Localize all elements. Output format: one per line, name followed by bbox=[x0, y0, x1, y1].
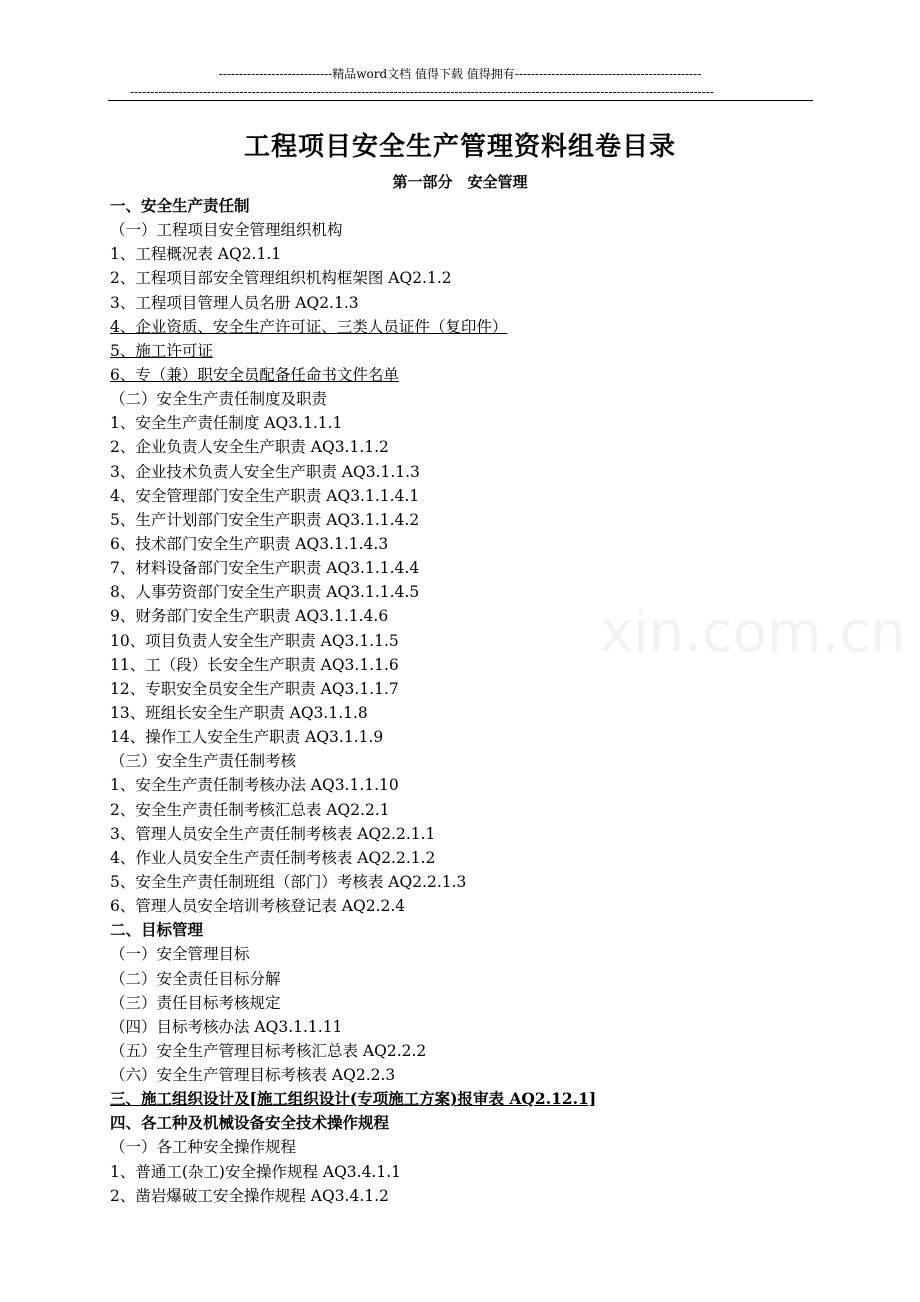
toc-item: 9、财务部门安全生产职责 AQ3.1.1.4.6 bbox=[110, 607, 389, 626]
section-heading: 四、各工种及机械设备安全技术操作规程 bbox=[110, 1113, 390, 1133]
toc-item: 13、班组长安全生产职责 AQ3.1.1.8 bbox=[110, 703, 368, 722]
toc-item: 14、操作工人安全生产职责 AQ3.1.1.9 bbox=[110, 728, 384, 747]
toc-item: 2、工程项目部安全管理组织机构框架图 AQ2.1.2 bbox=[110, 269, 452, 288]
toc-item: 4、企业资质、安全生产许可证、三类人员证件（复印件） bbox=[110, 317, 508, 336]
toc-item: 1、安全生产责任制度 AQ3.1.1.1 bbox=[110, 414, 343, 433]
toc-item: 8、人事劳资部门安全生产职责 AQ3.1.1.4.5 bbox=[110, 583, 420, 602]
toc-item: 6、专（兼）职安全员配备任命书文件名单 bbox=[110, 365, 399, 384]
toc-item: （五）安全生产管理目标考核汇总表 AQ2.2.2 bbox=[110, 1041, 427, 1060]
toc-item: 2、凿岩爆破工安全操作规程 AQ3.4.1.2 bbox=[110, 1186, 389, 1205]
toc-item: （三）责任目标考核规定 bbox=[110, 993, 281, 1012]
toc-item: 2、企业负责人安全生产职责 AQ3.1.1.2 bbox=[110, 438, 389, 457]
toc-item: 5、安全生产责任制班组（部门）考核表 AQ2.2.1.3 bbox=[110, 872, 467, 891]
toc-item: 6、技术部门安全生产职责 AQ3.1.1.4.3 bbox=[110, 534, 389, 553]
toc-item: 1、普通工(杂工)安全操作规程 AQ3.4.1.1 bbox=[110, 1162, 402, 1181]
section-heading: 三、施工组织设计及[施工组织设计(专项施工方案)报审表 AQ2.12.1] bbox=[110, 1089, 597, 1109]
document-title: 工程项目安全生产管理资料组卷目录 bbox=[243, 132, 676, 162]
toc-item: 4、安全管理部门安全生产职责 AQ3.1.1.4.1 bbox=[110, 486, 420, 505]
toc-item: 10、项目负责人安全生产职责 AQ3.1.1.5 bbox=[110, 631, 399, 650]
toc-item: （一）安全管理目标 bbox=[110, 945, 250, 964]
toc-item: （二）安全责任目标分解 bbox=[110, 969, 281, 988]
toc-item: 1、安全生产责任制考核办法 AQ3.1.1.10 bbox=[110, 776, 399, 795]
toc-item: （六）安全生产管理目标考核表 AQ2.2.3 bbox=[110, 1066, 396, 1085]
toc-item: 4、作业人员安全生产责任制考核表 AQ2.2.1.2 bbox=[110, 848, 436, 867]
toc-item: 5、施工许可证 bbox=[110, 341, 213, 360]
toc-item: 11、工（段）长安全生产职责 AQ3.1.1.6 bbox=[110, 655, 399, 674]
toc-item: 3、管理人员安全生产责任制考核表 AQ2.2.1.1 bbox=[110, 824, 436, 843]
toc-item: 1、工程概况表 AQ2.1.1 bbox=[110, 245, 282, 264]
document-subtitle: 第一部分 安全管理 bbox=[392, 173, 528, 191]
section-heading: 二、目标管理 bbox=[110, 920, 204, 940]
toc-list bbox=[110, 194, 810, 1208]
page-header-dashes: ------------------------------------------------------------------------------------------------------------------------------------------------ bbox=[130, 85, 714, 99]
watermark: xin.com.cn bbox=[600, 600, 906, 665]
toc-item: 5、生产计划部门安全生产职责 AQ3.1.1.4.2 bbox=[110, 510, 420, 529]
section-heading: 一、安全生产责任制 bbox=[110, 196, 250, 215]
toc-item: 2、安全生产责任制考核汇总表 AQ2.2.1 bbox=[110, 800, 390, 819]
header-rule bbox=[108, 100, 813, 101]
toc-item: （四）目标考核办法 AQ3.1.1.11 bbox=[110, 1017, 343, 1036]
toc-item: （二）安全生产责任制度及职责 bbox=[110, 390, 328, 409]
toc-item: （三）安全生产责任制考核 bbox=[110, 752, 297, 771]
toc-item: 12、专职安全员安全生产职责 AQ3.1.1.7 bbox=[110, 679, 399, 698]
page-header-text: ----------------------------精品word文档 值得下载 值得拥有---------------------------------------------- bbox=[218, 67, 702, 81]
toc-item: 3、工程项目管理人员名册 AQ2.1.3 bbox=[110, 293, 359, 312]
toc-item: 7、材料设备部门安全生产职责 AQ3.1.1.4.4 bbox=[110, 559, 420, 578]
toc-item: （一）各工种安全操作规程 bbox=[110, 1138, 297, 1157]
toc-item: 6、管理人员安全培训考核登记表 AQ2.2.4 bbox=[110, 897, 406, 916]
toc-item: 3、企业技术负责人安全生产职责 AQ3.1.1.3 bbox=[110, 462, 420, 481]
toc-item: （一）工程项目安全管理组织机构 bbox=[110, 221, 343, 240]
